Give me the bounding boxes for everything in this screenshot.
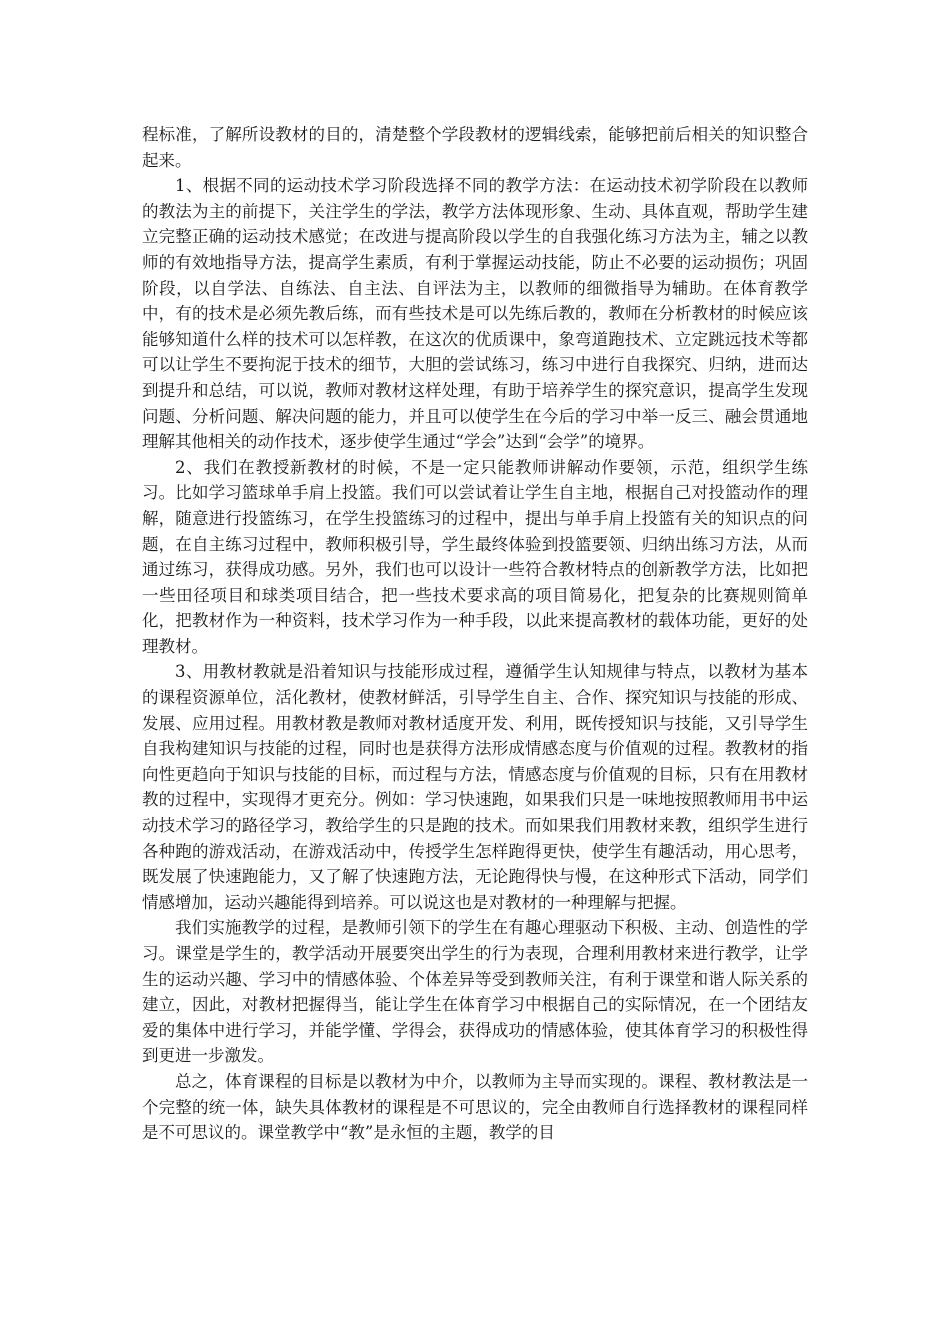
paragraph-teach-with-material: 3、用教材教就是沿着知识与技能形成过程，遵循学生认知规律与特点，以教材为基本的课程资源单位，活化教材，使教材鲜活，引导学生自主、合作、探究知识与技能的形成、发展、应用过程。用教材教是教师对教材适度开发、利用，既传授知识与技能，又引导学生自我构建知识与技能的过程，同时也是获得方法形成情感态度与价值观的过程。教教材的指向性更趋向于知识与技能的目标，而过程与方法，情感态度与价值观的目标，只有在用教材教的过程中，实现得才更充分。例如：学习快速跑，如果我们只是一味地按照教师用书中运动技术学习的路径学习，教给学生的只是跑的技术。而如果我们用教材来教，组织学生进行各种跑的游戏活动，在游戏活动中，传授学生怎样跑得更快，使学生有趣活动，用心思考，既发展了快速跑能力，又了解了快速跑方法，无论跑得快与慢，在这种形式下活动，同学们情感增加，运动兴趣能得到培养。可以说这也是对教材的一种理解与把握。 [142,662,808,912]
document-page [142,122,808,1146]
paragraph-conclusion: 总之，体育课程的目标是以教材为中介，以教师为主导而实现的。课程、教材教法是一个完整的统一体，缺失具体教材的课程是不可思议的，完全由教师自行选择教材的课程同样是不可思议的。课堂教学中“教”是永恒的主题，教学的目 [142,1071,808,1143]
paragraph-continuation: 程标准，了解所设教材的目的，清楚整个学段教材的逻辑线索，能够把前后相关的知识整合起来。 [142,125,808,170]
paragraph-teaching-process: 我们实施教学的过程，是教师引领下的学生在有趣心理驱动下积极、主动、创造性的学习。课堂是学生的，教学活动开展要突出学生的行为表现，合理利用教材来进行教学，让学生的运动兴趣、学习中的情感体验、个体差异等受到教师关注，有利于课堂和谐人际关系的建立，因此，对教材把握得当，能让学生在体育学习中根据自己的实际情况，在一个团结友爱的集体中进行学习，并能学懂、学得会，获得成功的情感体验，使其体育学习的积极性得到更进一步激发。 [142,918,808,1066]
paragraph-method-by-stage: 1、根据不同的运动技术学习阶段选择不同的教学方法：在运动技术初学阶段在以教师的教法为主的前提下，关注学生的学法，教学方法体现形象、生动、具体直观，帮助学生建立完整正确的运动技术感觉；在改进与提高阶段以学生的自我强化练习方法为主，辅之以教师的有效地指导方法，提高学生素质，有利于掌握运动技能，防止不必要的运动损伤；巩固阶段，以自学法、自练法、自主法、自评法为主，以教师的细微指导为辅助。在体育教学中，有的技术是必须先教后练，而有些技术是可以先练后教的，教师在分析教材的时候应该能够知道什么样的技术可以怎样教，在这次的优质课中，象弯道跑技术、立定跳远技术等都可以让学生不要拘泥于技术的细节，大胆的尝试练习，练习中进行自我探究、归纳，进而达到提升和总结，可以说，教师对教材这样处理，有助于培养学生的探究意识，提高学生发现问题、分析问题、解决问题的能力，并且可以使学生在今后的学习中举一反三、融会贯通地理解其他相关的动作技术，逐步使学生通过“学会”达到“会学”的境界。 [142,176,808,452]
paragraph-new-material: 2、我们在教授新教材的时候，不是一定只能教师讲解动作要领，示范，组织学生练习。比如学习篮球单手肩上投篮。我们可以尝试着让学生自主地，根据自己对投篮动作的理解，随意进行投篮练习，在学生投篮练习的过程中，提出与单手肩上投篮有关的知识点的问题，在自主练习过程中，教师积极引导，学生最终体验到投篮要领、归纳出练习方法，从而通过练习，获得成功感。另外，我们也可以设计一些符合教材特点的创新教学方法，比如把一些田径项目和球类项目结合，把一些技术要求高的项目简易化，把复杂的比赛规则简单化，把教材作为一种资料，技术学习作为一种手段，以此来提高教材的载体功能，更好的处理教材。 [142,457,808,656]
